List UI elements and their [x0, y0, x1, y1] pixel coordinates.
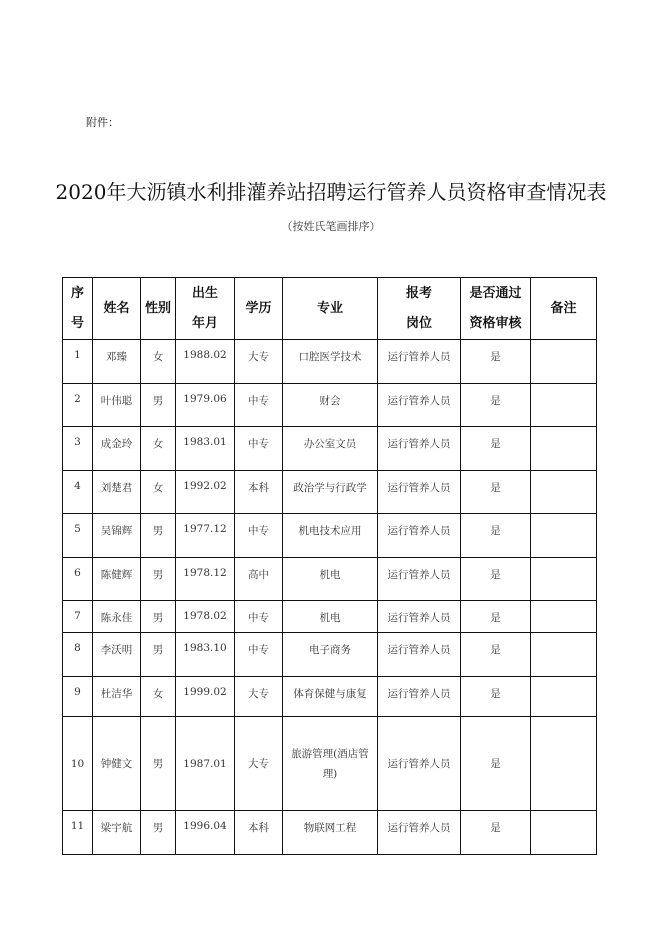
cell-no: 6 — [63, 558, 93, 601]
cell-remarks — [531, 471, 597, 514]
header-remarks: 备注 — [531, 278, 597, 340]
cell-passed: 是 — [461, 633, 531, 677]
table-row — [63, 717, 597, 811]
cell-major: 政治学与行政学 — [283, 471, 378, 514]
header-passed — [461, 278, 531, 340]
cell-major: 体育保健与康复 — [283, 677, 378, 717]
cell-major: 口腔医学技术 — [283, 340, 378, 384]
cell-name: 成金玲 — [93, 427, 141, 471]
cell-no: 7 — [63, 601, 93, 633]
cell-major: 机电技术应用 — [283, 514, 378, 558]
header-birth-line1: 出生 — [191, 285, 218, 301]
cell-passed: 是 — [461, 384, 531, 427]
cell-birth: 1978.02 — [176, 601, 235, 633]
cell-passed: 是 — [461, 601, 531, 633]
cell-remarks — [531, 427, 597, 471]
table-row — [63, 633, 597, 677]
table-row — [63, 340, 597, 384]
cell-name: 叶伟聪 — [93, 384, 141, 427]
cell-position: 运行管养人员 — [378, 471, 461, 514]
header-birth — [176, 278, 235, 340]
cell-birth: 1978.12 — [176, 558, 235, 601]
cell-position: 运行管养人员 — [378, 514, 461, 558]
cell-passed: 是 — [461, 717, 531, 811]
header-name: 姓名 — [93, 278, 141, 340]
cell-gender: 女 — [141, 677, 176, 717]
cell-birth: 1988.02 — [176, 340, 235, 384]
cell-birth: 1979.06 — [176, 384, 235, 427]
cell-no: 10 — [63, 717, 93, 811]
table-row — [63, 384, 597, 427]
cell-gender: 女 — [141, 471, 176, 514]
cell-major: 物联网工程 — [283, 811, 378, 855]
header-birth-line2: 年月 — [191, 315, 218, 331]
header-major: 专业 — [283, 278, 378, 340]
cell-name: 梁宇航 — [93, 811, 141, 855]
cell-major: 办公室文员 — [283, 427, 378, 471]
cell-major: 财会 — [283, 384, 378, 427]
cell-gender: 女 — [141, 340, 176, 384]
header-position-line2: 岗位 — [405, 315, 432, 331]
cell-position: 运行管养人员 — [378, 717, 461, 811]
cell-passed: 是 — [461, 427, 531, 471]
cell-name: 陈永佳 — [93, 601, 141, 633]
cell-gender: 男 — [141, 633, 176, 677]
cell-passed: 是 — [461, 558, 531, 601]
table-row — [63, 601, 597, 633]
cell-birth: 1999.02 — [176, 677, 235, 717]
cell-birth: 1996.04 — [176, 811, 235, 855]
cell-position: 运行管养人员 — [378, 677, 461, 717]
cell-remarks — [531, 558, 597, 601]
cell-remarks — [531, 811, 597, 855]
cell-no: 3 — [63, 427, 93, 471]
cell-name: 杜洁华 — [93, 677, 141, 717]
cell-birth: 1977.12 — [176, 514, 235, 558]
cell-education: 中专 — [235, 633, 283, 677]
cell-no: 5 — [63, 514, 93, 558]
cell-no: 8 — [63, 633, 93, 677]
cell-education: 中专 — [235, 601, 283, 633]
cell-gender: 男 — [141, 717, 176, 811]
cell-birth: 1983.01 — [176, 427, 235, 471]
cell-passed: 是 — [461, 677, 531, 717]
cell-education: 本科 — [235, 471, 283, 514]
cell-education: 大专 — [235, 340, 283, 384]
header-position — [378, 278, 461, 340]
cell-education: 高中 — [235, 558, 283, 601]
cell-passed: 是 — [461, 340, 531, 384]
cell-name: 刘楚君 — [93, 471, 141, 514]
cell-major: 电子商务 — [283, 633, 378, 677]
table-row — [63, 558, 597, 601]
cell-position: 运行管养人员 — [378, 427, 461, 471]
cell-no: 9 — [63, 677, 93, 717]
header-passed-line1: 是否通过 — [469, 285, 522, 301]
cell-birth: 1987.01 — [176, 717, 235, 811]
cell-major: 机电 — [283, 601, 378, 633]
cell-position: 运行管养人员 — [378, 340, 461, 384]
cell-remarks — [531, 633, 597, 677]
header-no: 序号 — [63, 278, 93, 340]
cell-remarks — [531, 677, 597, 717]
header-passed-line2: 资格审核 — [469, 315, 522, 331]
cell-position: 运行管养人员 — [378, 558, 461, 601]
document-title: 2020年大沥镇水利排灌养站招聘运行管养人员资格审查情况表 — [55, 180, 607, 204]
cell-education: 大专 — [235, 717, 283, 811]
cell-no: 4 — [63, 471, 93, 514]
header-gender: 性别 — [141, 278, 176, 340]
cell-remarks — [531, 601, 597, 633]
cell-no: 11 — [63, 811, 93, 855]
cell-passed: 是 — [461, 811, 531, 855]
cell-gender: 女 — [141, 427, 176, 471]
cell-gender: 男 — [141, 601, 176, 633]
cell-remarks — [531, 340, 597, 384]
cell-remarks — [531, 717, 597, 811]
header-education: 学历 — [235, 278, 283, 340]
cell-name: 邓臻 — [93, 340, 141, 384]
table-header-row — [63, 278, 597, 340]
cell-no: 1 — [63, 340, 93, 384]
cell-no: 2 — [63, 384, 93, 427]
cell-education: 中专 — [235, 514, 283, 558]
cell-name: 陈健辉 — [93, 558, 141, 601]
document-subtitle: （按姓氏笔画排序） — [281, 220, 381, 233]
cell-name: 吴锦辉 — [93, 514, 141, 558]
cell-gender: 男 — [141, 811, 176, 855]
table-row — [63, 677, 597, 717]
cell-name: 李沃明 — [93, 633, 141, 677]
cell-remarks — [531, 384, 597, 427]
cell-major: 旅游管理(酒店管理) — [283, 717, 378, 811]
cell-passed: 是 — [461, 471, 531, 514]
cell-birth: 1983.10 — [176, 633, 235, 677]
qualification-table — [62, 277, 597, 855]
header-position-line1: 报考 — [405, 285, 432, 301]
table-row — [63, 427, 597, 471]
cell-name: 钟健文 — [93, 717, 141, 811]
cell-gender: 男 — [141, 514, 176, 558]
cell-education: 中专 — [235, 427, 283, 471]
table-row — [63, 514, 597, 558]
cell-position: 运行管养人员 — [378, 633, 461, 677]
cell-gender: 男 — [141, 384, 176, 427]
cell-education: 中专 — [235, 384, 283, 427]
cell-education: 本科 — [235, 811, 283, 855]
cell-passed: 是 — [461, 514, 531, 558]
cell-major: 机电 — [283, 558, 378, 601]
cell-remarks — [531, 514, 597, 558]
cell-position: 运行管养人员 — [378, 601, 461, 633]
cell-gender: 男 — [141, 558, 176, 601]
attachment-label: 附件： — [86, 116, 119, 129]
table-row — [63, 811, 597, 855]
cell-position: 运行管养人员 — [378, 811, 461, 855]
cell-birth: 1992.02 — [176, 471, 235, 514]
table-row — [63, 471, 597, 514]
cell-position: 运行管养人员 — [378, 384, 461, 427]
cell-education: 大专 — [235, 677, 283, 717]
